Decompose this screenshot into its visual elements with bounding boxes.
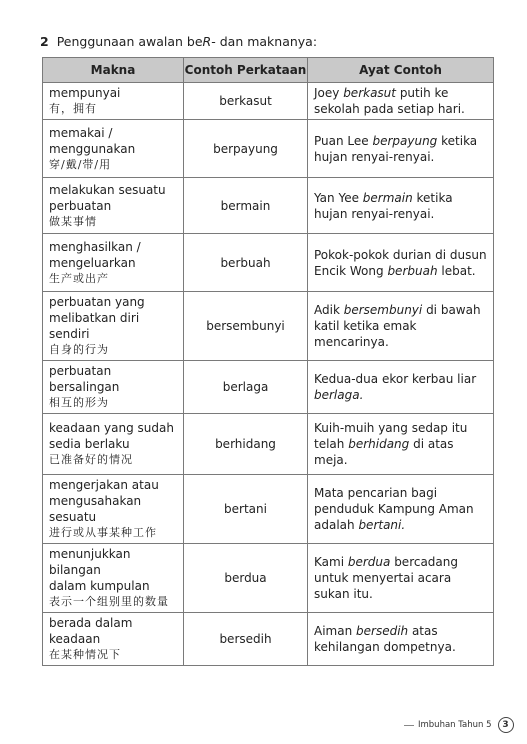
sentence-text: Yan Yee xyxy=(314,190,363,205)
makna-cell xyxy=(43,292,184,361)
table-row xyxy=(43,83,494,120)
ayat-contoh-cell xyxy=(308,292,494,361)
table-row xyxy=(43,544,494,613)
sentence-text: atas kehilangan dompetnya. xyxy=(314,624,456,654)
sentence-text: Puan Lee xyxy=(314,133,373,148)
ayat-contoh-cell xyxy=(308,475,494,544)
makna-line: perbuatan xyxy=(49,198,112,213)
sentence-text: di atas meja. xyxy=(314,437,454,467)
footer-label: Imbuhan Tahun 5 xyxy=(418,720,492,730)
contoh-perkataan-cell: berhidang xyxy=(184,414,308,475)
table-row xyxy=(43,292,494,361)
table-row xyxy=(43,613,494,666)
ayat-contoh-cell xyxy=(308,234,494,292)
contoh-perkataan-cell: bersembunyi xyxy=(184,292,308,361)
example-word: berhidang xyxy=(348,437,410,451)
makna-line: melibatkan diri sendiri xyxy=(49,311,140,341)
contoh-perkataan-cell: berpayung xyxy=(184,120,308,178)
page-footer xyxy=(404,717,514,733)
table-header-row xyxy=(43,58,494,83)
sentence-text: Kedua-dua ekor kerbau liar xyxy=(314,372,477,386)
makna-line: menghasilkan / xyxy=(49,239,141,254)
makna-line: mempunyai xyxy=(49,86,121,100)
ayat-contoh-cell xyxy=(308,544,494,613)
contoh-perkataan-cell: berlaga xyxy=(184,361,308,414)
contoh-perkataan-cell: berbuah xyxy=(184,234,308,292)
sentence-text: Kuih-muih yang sedap itu telah xyxy=(314,421,468,451)
example-word: berbuah xyxy=(387,263,438,278)
makna-cell xyxy=(43,544,184,613)
heading-text-after: - dan maknanya: xyxy=(211,34,318,49)
table-body xyxy=(43,83,494,666)
header-makna: Makna xyxy=(43,58,184,83)
table-row xyxy=(43,234,494,292)
makna-line: perbuatan yang xyxy=(49,295,145,309)
contoh-perkataan-cell: berdua xyxy=(184,544,308,613)
makna-line: melakukan sesuatu xyxy=(49,182,166,197)
makna-chinese: 有，拥有 xyxy=(49,102,97,115)
heading-text-before: Penggunaan awalan be xyxy=(56,34,203,49)
ayat-contoh-cell xyxy=(308,414,494,475)
makna-cell xyxy=(43,475,184,544)
heading-italic-part: R xyxy=(202,34,212,49)
table-row xyxy=(43,475,494,544)
contoh-perkataan-cell: bertani xyxy=(184,475,308,544)
ayat-contoh-cell xyxy=(308,83,494,120)
page-number: 3 xyxy=(498,717,514,733)
example-word: bertani. xyxy=(358,518,406,532)
sentence-text: Joey xyxy=(314,86,344,100)
sentence-text: Mata pencarian bagi penduduk Kampung Aman adalah xyxy=(314,486,474,532)
sentence-text: Aiman xyxy=(314,624,357,638)
makna-cell xyxy=(43,361,184,414)
makna-line: perbuatan bersalingan xyxy=(49,364,120,394)
ayat-contoh-cell xyxy=(308,613,494,666)
makna-chinese: 生产或出产 xyxy=(49,271,109,285)
makna-line: menggunakan xyxy=(49,141,136,156)
makna-line: berada dalam keadaan xyxy=(49,616,133,646)
makna-chinese: 已准备好的情况 xyxy=(49,453,133,466)
makna-chinese: 表示一个组别里的数量 xyxy=(49,595,169,608)
makna-line: keadaan yang sudah xyxy=(49,421,174,435)
makna-chinese: 进行或从事某种工作 xyxy=(49,526,157,539)
makna-chinese: 做某事情 xyxy=(49,214,97,228)
makna-cell xyxy=(43,178,184,234)
makna-line: mengusahakan sesuatu xyxy=(49,494,142,524)
example-word: berpayung xyxy=(372,133,438,148)
header-contoh-perkataan: Contoh Perkataan xyxy=(184,58,308,83)
sentence-text: di bawah katil ketika emak mencarinya. xyxy=(314,303,481,349)
makna-chinese: 自身的行为 xyxy=(49,343,109,356)
makna-cell xyxy=(43,234,184,292)
makna-cell xyxy=(43,414,184,475)
sentence-text: ketika hujan renyai-renyai. xyxy=(314,133,478,164)
makna-line: menunjukkan bilangan xyxy=(49,547,131,577)
contoh-perkataan-cell: berkasut xyxy=(184,83,308,120)
example-word: bersembunyi xyxy=(343,303,423,317)
makna-line: mengerjakan atau xyxy=(49,478,159,492)
table-row xyxy=(43,178,494,234)
sentence-text: lebat. xyxy=(437,263,476,278)
makna-line: mengeluarkan xyxy=(49,255,136,270)
example-word: bermain xyxy=(362,190,413,205)
footer-divider xyxy=(404,725,414,726)
makna-chinese: 穿/戴/带/用 xyxy=(49,157,112,171)
sentence-text: bercadang untuk menyertai acara sukan itu. xyxy=(314,555,459,601)
sentence-text: Kami xyxy=(314,555,348,569)
example-word: berkasut xyxy=(343,86,396,100)
sentence-text: putih ke sekolah pada setiap hari. xyxy=(314,86,465,116)
makna-chinese: 相互的形为 xyxy=(49,396,109,409)
ayat-contoh-cell xyxy=(308,361,494,414)
makna-cell xyxy=(43,613,184,666)
table-row xyxy=(43,414,494,475)
section-number: 2 xyxy=(40,34,49,49)
makna-cell xyxy=(43,83,184,120)
makna-line: memakai / xyxy=(49,125,113,140)
table-row xyxy=(43,120,494,178)
prefix-meaning-table xyxy=(42,57,494,666)
ayat-contoh-cell xyxy=(308,178,494,234)
example-word: berdua xyxy=(347,555,391,569)
header-ayat-contoh: Ayat Contoh xyxy=(308,58,494,83)
contoh-perkataan-cell: bersedih xyxy=(184,613,308,666)
sentence-text: ketika hujan renyai-renyai. xyxy=(314,190,453,221)
table-row xyxy=(43,361,494,414)
makna-chinese: 在某种情况下 xyxy=(49,648,121,661)
makna-cell xyxy=(43,120,184,178)
makna-line: sedia berlaku xyxy=(49,437,130,451)
ayat-contoh-cell xyxy=(308,120,494,178)
sentence-text: Adik xyxy=(314,303,344,317)
example-word: bersedih xyxy=(356,624,409,638)
makna-line: dalam kumpulan xyxy=(49,579,150,593)
contoh-perkataan-cell: bermain xyxy=(184,178,308,234)
section-heading xyxy=(40,34,317,49)
sentence-text: Pokok-pokok durian di dusun Encik Wong xyxy=(314,247,487,278)
example-word: berlaga. xyxy=(314,388,364,402)
